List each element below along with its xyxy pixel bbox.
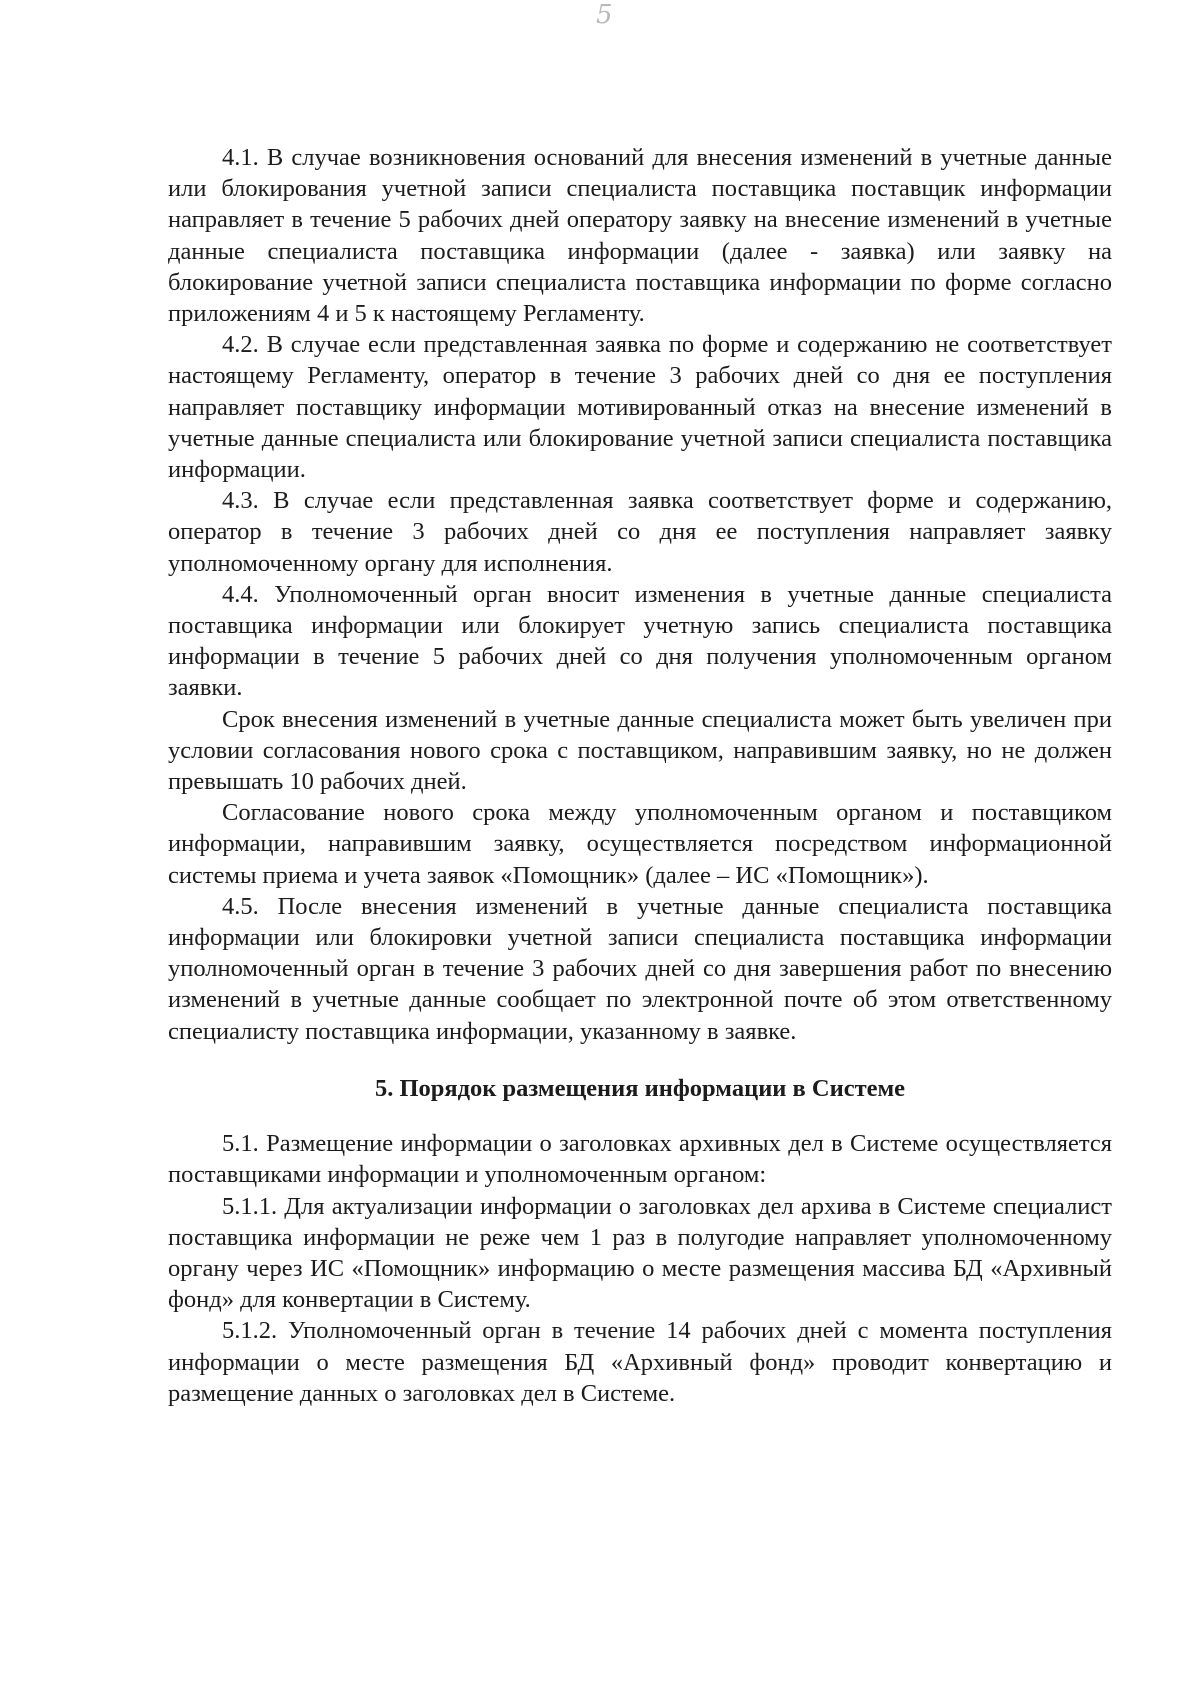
paragraph-4-5: 4.5. После внесения изменений в учетные данные специалиста поставщика информации или блокировки учетной записи специалиста поставщика информации уполномоченный орган в течение 3 рабочих дней со дня завершения работ по внесению изменений в учетные данные сообщает по электронной почте об этом ответственному специалисту поставщика информации, указанному в заявке.	[168, 892, 1112, 1045]
paragraph-4-1: 4.1. В случае возникновения оснований для внесения изменений в учетные данные или блокирования учетной записи специалиста поставщика поставщик информации направляет в течение 5 рабочих дней оператору заявку на внесение изменений в учетные данные специалиста поставщика информации (далее - заявка) или заявку на блокирование учетной записи специалиста поставщика информации по форме согласно приложениям 4 и 5 к настоящему Регламенту.	[168, 144, 1112, 328]
page-number: 5	[596, 0, 613, 30]
paragraph-5-1-2: 5.1.2. Уполномоченный орган в течение 14 рабочих дней с момента поступления информации о месте размещения БД «Архивный фонд» проводит конвертацию и размещение данных о заголовках дел в Системе.	[168, 1317, 1112, 1407]
paragraph-5-1-1: 5.1.1. Для актуализации информации о заголовках дел архива в Системе специалист поставщика информации не реже чем 1 раз в полугодие направляет уполномоченному органу через ИС «Помощник» информацию о месте размещения массива БД «Архивный фонд» для конвертации в Систему.	[168, 1192, 1112, 1314]
paragraph-4-2: 4.2. В случае если представленная заявка по форме и содержанию не соответствует настоящему Регламенту, оператор в течение 3 рабочих дней со дня ее поступления направляет поставщику информации мотивированный отказ на внесение изменений в учетные данные специалиста или блокирование учетной записи специалиста поставщика информации.	[168, 331, 1112, 484]
paragraph-5-1: 5.1. Размещение информации о заголовках архивных дел в Системе осуществляется поставщиками информации и уполномоченным органом:	[168, 1130, 1112, 1189]
paragraph-term-agreement: Согласование нового срока между уполномоченным органом и поставщиком информации, направившим заявку, осуществляется посредством информационной системы приема и учета заявок «Помощник» (далее – ИС «Помощник»).	[168, 799, 1112, 889]
paragraph-term-extension: Срок внесения изменений в учетные данные специалиста может быть увеличен при условии согласования нового срока с поставщиком, направившим заявку, но не должен превышать 10 рабочих дней.	[168, 705, 1112, 796]
document-body	[168, 142, 1112, 1409]
section-heading: 5. Порядок размещения информации в Системе	[374, 1074, 906, 1102]
paragraph-4-4: 4.4. Уполномоченный орган вносит изменения в учетные данные специалиста поставщика информации или блокирует учетную запись специалиста поставщика информации в течение 5 рабочих дней со дня получения уполномоченным органом заявки.	[168, 580, 1112, 702]
paragraph-4-3: 4.3. В случае если представленная заявка соответствует форме и содержанию, оператор в течение 3 рабочих дней со дня ее поступления направляет заявку уполномоченному органу для исполнения.	[168, 487, 1112, 577]
